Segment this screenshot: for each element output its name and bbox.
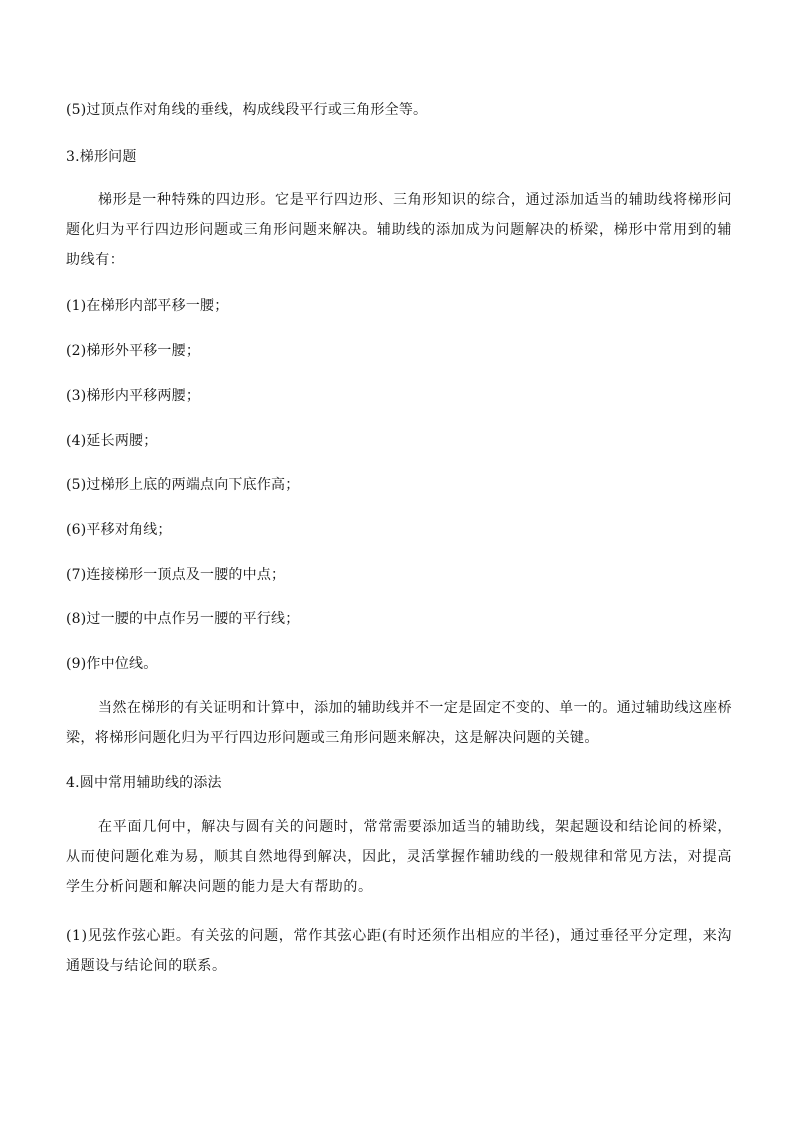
section-3-conclusion-paragraph: 当然在梯形的有关证明和计算中，添加的辅助线并不一定是固定不变的、单一的。通过辅助线这座桥梁，将梯形问题化归为平行四边形问题或三角形问题来解决，这是解决问题的关键。 <box>66 700 732 746</box>
section-4-title: 4.圆中常用辅助线的添法 <box>66 775 222 791</box>
section-4-intro-paragraph: 在平面几何中，解决与圆有关的问题时，常常需要添加适当的辅助线，架起题设和结论间的桥梁，从而使问题化难为易，顺其自然地得到解决，因此，灵活掌握作辅助线的一般规律和常见方法，对提高学生分析问题和解决问题的能力是大有帮助的。 <box>66 819 732 895</box>
trapezoid-item-3: (3)梯形内平移两腰； <box>66 388 201 404</box>
section-3-title: 3.梯形问题 <box>66 149 137 165</box>
trapezoid-item-4: (4)延长两腰； <box>66 433 158 449</box>
trapezoid-item-7: (7)连接梯形一顶点及一腰的中点； <box>66 567 286 583</box>
trapezoid-item-2: (2)梯形外平移一腰； <box>66 343 201 359</box>
circle-item-1-paragraph: (1)见弦作弦心距。有关弦的问题，常作其弦心距(有时还须作出相应的半径)，通过垂径平分定理，来沟通题设与结论间的联系。 <box>66 928 732 974</box>
trapezoid-item-1: (1)在梯形内部平移一腰； <box>66 298 229 314</box>
trapezoid-item-8: (8)过一腰的中点作另一腰的平行线； <box>66 611 300 627</box>
diagonal-perpendicular-item: (5)过顶点作对角线的垂线，构成线段平行或三角形全等。 <box>66 102 428 118</box>
trapezoid-item-5: (5)过梯形上底的两端点向下底作高； <box>66 477 300 493</box>
trapezoid-item-6: (6)平移对角线； <box>66 522 172 538</box>
section-3-intro-paragraph: 梯形是一种特殊的四边形。它是平行四边形、三角形知识的综合，通过添加适当的辅助线将梯形问题化归为平行四边形问题或三角形问题来解决。辅助线的添加成为问题解决的桥梁，梯形中常用到的辅助线有： <box>66 192 732 268</box>
trapezoid-item-9: (9)作中位线。 <box>66 656 158 672</box>
